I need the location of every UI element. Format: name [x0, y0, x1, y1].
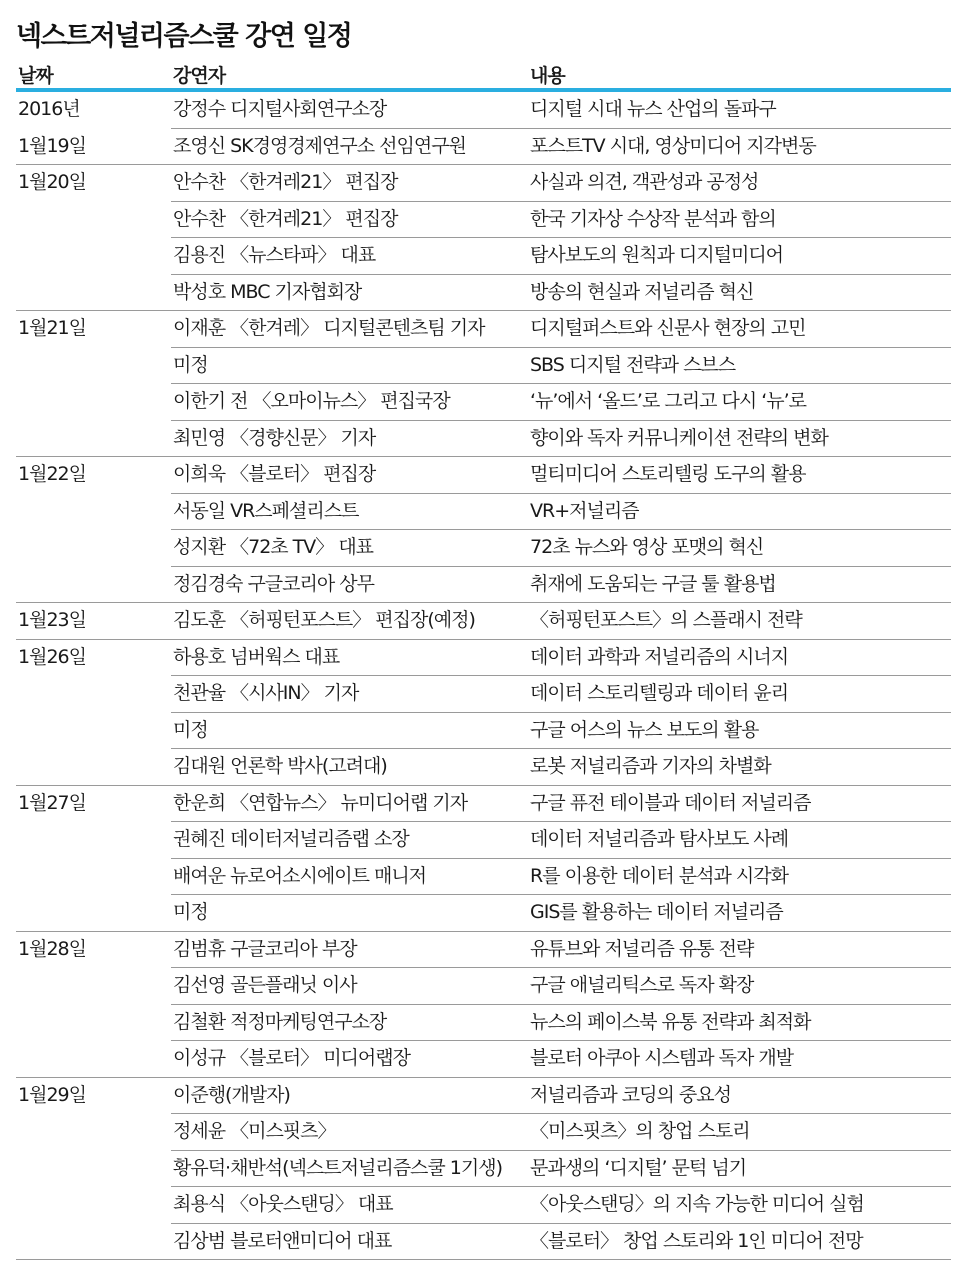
cell-content: 향이와 독자 커뮤니케이션 전략의 변화	[530, 426, 828, 449]
table-row	[16, 165, 951, 202]
cell-date: 1월22일	[18, 463, 86, 485]
cell-speaker: 배여운 뉴로어소시에이트 매니저	[173, 864, 427, 887]
cell-content: ‘뉴’에서 ‘올드’로 그리고 다시 ‘뉴’로	[530, 390, 806, 412]
cell-speaker: 미정	[173, 718, 208, 741]
cell-content: 〈허핑턴포스트〉의 스플래시 전략	[530, 609, 802, 631]
cell-speaker: 이한기 전 〈오마이뉴스〉 편집국장	[173, 390, 450, 412]
table-row	[16, 749, 951, 786]
cell-content: 유튜브와 저널리즘 유통 전략	[530, 937, 754, 960]
cell-speaker: 조영신 SK경영경제연구소 선임연구원	[173, 134, 466, 157]
table-row	[16, 311, 951, 348]
cell-speaker: 이재훈 〈한겨레〉 디지털콘텐츠팀 기자	[173, 317, 485, 339]
cell-content: 72초 뉴스와 영상 포맷의 혁신	[530, 536, 764, 558]
table-row	[16, 1151, 951, 1188]
table-row	[16, 822, 951, 859]
table-row	[16, 384, 951, 421]
table-row	[16, 932, 951, 969]
cell-content: SBS 디지털 전략과 스브스	[530, 353, 736, 376]
table-row	[16, 457, 951, 494]
table-row	[16, 713, 951, 750]
table-header	[16, 58, 951, 92]
cell-date: 1월29일	[18, 1083, 86, 1106]
table-row	[16, 129, 951, 166]
cell-content: 구글 퓨전 테이블과 데이터 저널리즘	[530, 791, 811, 814]
cell-content: 포스트TV 시대, 영상미디어 지각변동	[530, 134, 816, 157]
cell-content: 뉴스의 페이스북 유통 전략과 최적화	[530, 1010, 811, 1033]
cell-content: 데이터 스토리텔링과 데이터 윤리	[530, 682, 789, 704]
cell-speaker: 권혜진 데이터저널리즘랩 소장	[173, 828, 409, 850]
table-row	[16, 895, 951, 932]
table-row	[16, 786, 951, 823]
header-date: 날짜	[18, 65, 53, 87]
cell-speaker: 김대원 언론학 박사(고려대)	[173, 755, 387, 777]
cell-speaker: 최용식 〈아웃스탠딩〉 대표	[173, 1193, 393, 1215]
cell-speaker: 천관율 〈시사IN〉 기자	[173, 682, 359, 704]
cell-content: 〈아웃스탠딩〉의 지속 가능한 미디어 실험	[530, 1193, 864, 1215]
cell-content: 〈미스핏츠〉의 창업 스토리	[530, 1120, 750, 1142]
cell-speaker: 최민영 〈경향신문〉 기자	[173, 426, 376, 449]
cell-content: 저널리즘과 코딩의 중요성	[530, 1083, 731, 1106]
cell-content: 데이터 저널리즘과 탐사보도 사례	[530, 828, 789, 850]
cell-speaker: 서동일 VR스페셜리스트	[173, 499, 359, 522]
cell-content: 한국 기자상 수상작 분석과 함의	[530, 207, 776, 230]
cell-speaker: 이성규 〈블로터〉 미디어랩장	[173, 1047, 410, 1069]
cell-speaker: 성지환 〈72초 TV〉 대표	[173, 536, 374, 558]
table-row	[16, 348, 951, 385]
cell-date: 1월27일	[18, 791, 86, 814]
table-row	[16, 1041, 951, 1078]
table-row	[16, 676, 951, 713]
cell-speaker: 하용호 넘버웍스 대표	[173, 645, 340, 668]
cell-speaker: 김상범 블로터앤미디어 대표	[173, 1229, 392, 1252]
table-row	[16, 238, 951, 275]
table-row	[16, 859, 951, 896]
table-row	[16, 530, 951, 567]
cell-content: 〈블로터〉 창업 스토리와 1인 미디어 전망	[530, 1229, 863, 1252]
cell-speaker: 김용진 〈뉴스타파〉 대표	[173, 244, 376, 266]
cell-date: 1월28일	[18, 937, 86, 960]
table-row	[16, 1187, 951, 1224]
cell-content: 문과생의 ‘디지털’ 문턱 넘기	[530, 1156, 747, 1179]
cell-speaker: 이준행(개발자)	[173, 1083, 290, 1106]
cell-content: 구글 애널리틱스로 독자 확장	[530, 974, 754, 996]
cell-date: 1월23일	[18, 609, 86, 631]
row-divider	[16, 1259, 951, 1260]
cell-content: GIS를 활용하는 데이터 저널리즘	[530, 901, 783, 923]
cell-speaker: 미정	[173, 901, 208, 923]
cell-speaker: 미정	[173, 353, 208, 376]
header-speaker: 강연자	[173, 65, 226, 87]
table-row	[16, 1224, 951, 1261]
table-row	[16, 92, 951, 129]
table-row	[16, 1078, 951, 1115]
cell-content: 디지털 시대 뉴스 산업의 돌파구	[530, 98, 776, 120]
header-content: 내용	[530, 65, 565, 87]
cell-speaker: 김선영 골든플래닛 이사	[173, 974, 357, 996]
cell-speaker: 김철환 적정마케팅연구소장	[173, 1010, 387, 1033]
cell-date: 1월26일	[18, 645, 86, 668]
cell-content: VR+저널리즘	[530, 499, 639, 522]
cell-date: 1월19일	[18, 134, 86, 157]
cell-content: 구글 어스의 뉴스 보도의 활용	[530, 718, 759, 741]
cell-speaker: 강정수 디지털사회연구소장	[173, 98, 387, 120]
table-row	[16, 640, 951, 677]
cell-content: 방송의 현실과 저널리즘 혁신	[530, 280, 754, 303]
cell-date: 1월20일	[18, 171, 86, 193]
table-row	[16, 1114, 951, 1151]
table-row	[16, 1005, 951, 1042]
cell-date: 1월21일	[18, 317, 86, 339]
table-row	[16, 603, 951, 640]
cell-content: R를 이용한 데이터 분석과 시각화	[530, 864, 788, 887]
table-row	[16, 421, 951, 458]
cell-content: 로봇 저널리즘과 기자의 차별화	[530, 755, 771, 777]
cell-date: 2016년	[18, 98, 80, 120]
cell-speaker: 정세윤 〈미스핏츠〉	[173, 1120, 336, 1142]
cell-speaker: 안수찬 〈한겨레21〉 편집장	[173, 207, 398, 230]
table-row	[16, 567, 951, 604]
table-row	[16, 202, 951, 239]
cell-speaker: 황유덕·채반석(넥스트저널리즘스쿨 1기생)	[173, 1156, 503, 1179]
cell-content: 디지털퍼스트와 신문사 현장의 고민	[530, 317, 806, 339]
table-row	[16, 968, 951, 1005]
cell-speaker: 한운희 〈연합뉴스〉 뉴미디어랩 기자	[173, 791, 468, 814]
cell-speaker: 박성호 MBC 기자협회장	[173, 280, 362, 303]
page-title: 넥스트저널리즘스쿨 강연 일정	[16, 21, 352, 52]
cell-content: 취재에 도움되는 구글 툴 활용법	[530, 572, 776, 595]
cell-content: 블로터 아쿠아 시스템과 독자 개발	[530, 1047, 794, 1069]
table-row	[16, 275, 951, 312]
cell-speaker: 정김경숙 구글코리아 상무	[173, 572, 374, 595]
table-row	[16, 494, 951, 531]
cell-content: 데이터 과학과 저널리즘의 시너지	[530, 645, 789, 668]
cell-content: 사실과 의견, 객관성과 공정성	[530, 171, 759, 193]
cell-speaker: 김범휴 구글코리아 부장	[173, 937, 357, 960]
cell-speaker: 이희욱 〈블로터〉 편집장	[173, 463, 376, 485]
cell-content: 탐사보도의 원칙과 디지털미디어	[530, 244, 784, 266]
cell-speaker: 안수찬 〈한겨레21〉 편집장	[173, 171, 398, 193]
cell-content: 멀티미디어 스토리텔링 도구의 활용	[530, 463, 806, 485]
schedule-table	[16, 92, 951, 1260]
cell-speaker: 김도훈 〈허핑턴포스트〉 편집장(예정)	[173, 609, 475, 631]
